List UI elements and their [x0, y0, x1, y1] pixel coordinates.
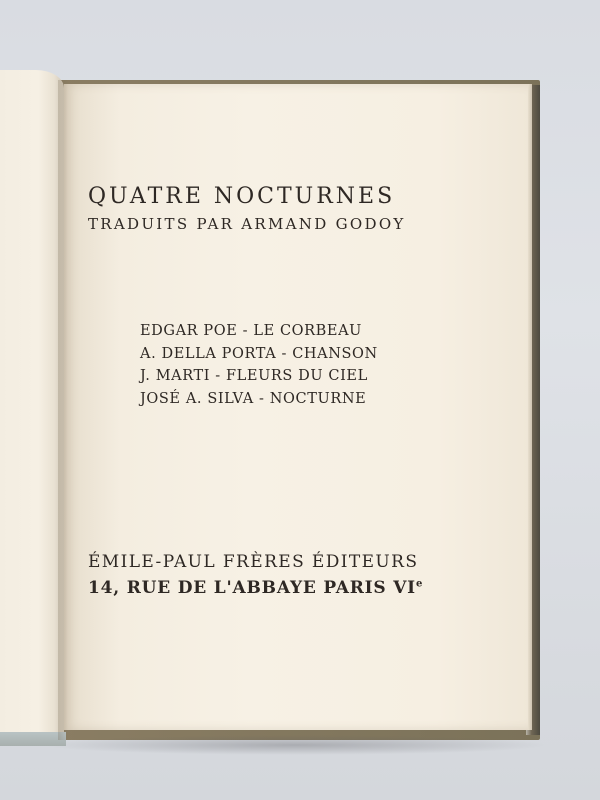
contents-item: A. DELLA PORTA - CHANSON — [140, 345, 378, 362]
left-page — [0, 70, 64, 738]
book-shadow — [40, 735, 550, 755]
publisher-name: ÉMILE-PAUL FRÈRES ÉDITEURS — [88, 552, 419, 572]
book-title: QUATRE NOCTURNES — [88, 184, 396, 209]
contents-item: JOSÉ A. SILVA - NOCTURNE — [140, 390, 367, 407]
left-page-base — [0, 732, 66, 746]
page-edge — [528, 84, 532, 730]
contents-item: J. MARTI - FLEURS DU CIEL — [140, 368, 368, 384]
address-superscript: e — [415, 578, 424, 590]
book-subtitle: TRADUITS PAR ARMAND GODOY — [88, 215, 406, 233]
address-text: 14, RUE DE L'ABBAYE PARIS VI — [88, 578, 416, 598]
publisher-address — [88, 578, 423, 598]
contents-list — [140, 320, 380, 410]
book-gutter — [58, 80, 68, 740]
contents-item: EDGAR POE - LE CORBEAU — [140, 323, 362, 339]
